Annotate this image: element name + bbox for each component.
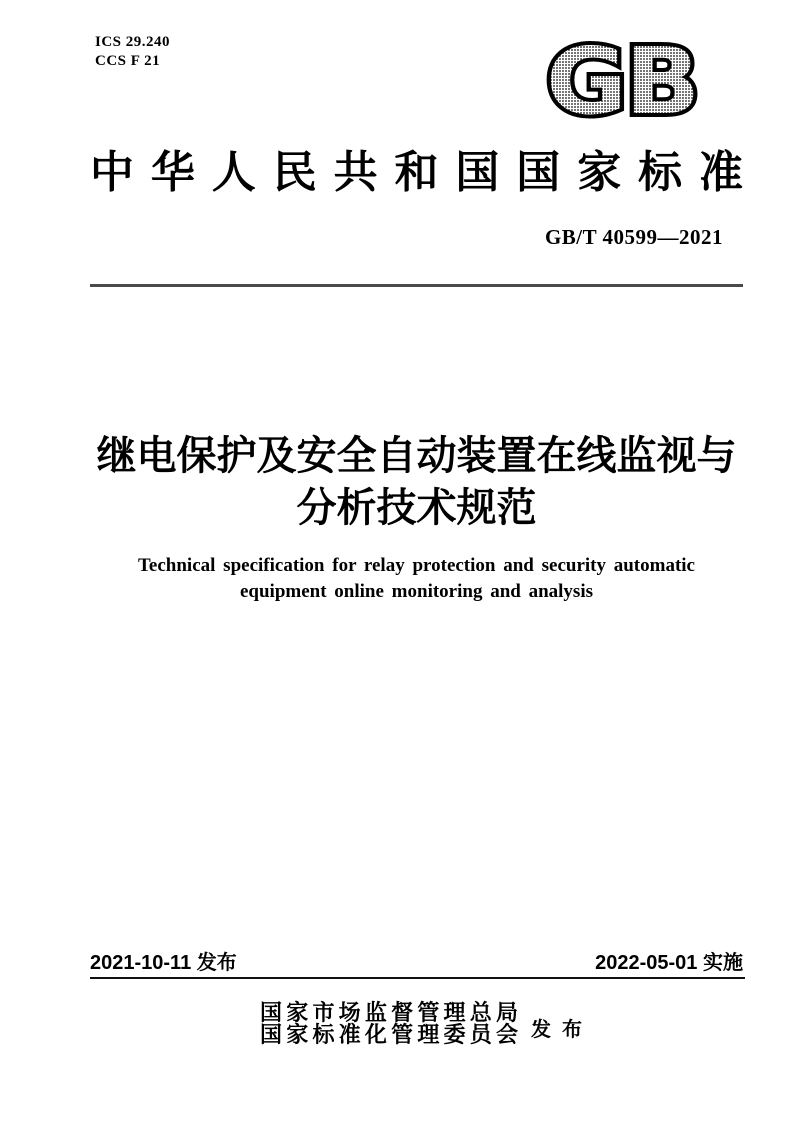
date-row	[90, 952, 743, 974]
issuing-bodies	[260, 1002, 518, 1046]
ccs-code: CCS F 21	[95, 53, 161, 69]
document-title-zh-line1: 继电保护及安全自动装置在线监视与	[96, 434, 737, 478]
standard-code: GB/T 40599—2021	[544, 225, 723, 249]
gb-logo-text: GB	[546, 40, 698, 122]
gb-standard-logo-icon	[541, 40, 703, 122]
document-title-en-line2: equipment online monitoring and analysis	[239, 581, 594, 602]
issuer-line1: 国家市场监督管理总局	[260, 1000, 518, 1025]
classification-codes	[95, 33, 170, 71]
document-title-en-line1: Technical specification for relay protection and security automatic	[138, 555, 695, 576]
masthead-divider-rule	[90, 284, 743, 287]
footer-divider-rule	[90, 977, 745, 979]
document-title-zh	[90, 430, 743, 534]
document-title-zh-line2: 分析技术规范	[296, 486, 537, 530]
issue-date: 2021-10-11 发布	[90, 952, 237, 974]
implement-date: 2022-05-01 实施	[595, 952, 743, 974]
publish-label: 发 布	[531, 1019, 585, 1041]
national-standard-heading: 中华人民共和国国家标准	[90, 148, 743, 197]
issuer-line2: 国家标准化管理委员会	[260, 1022, 518, 1047]
document-title-en	[90, 553, 743, 605]
ics-code: ICS 29.240	[95, 34, 171, 50]
